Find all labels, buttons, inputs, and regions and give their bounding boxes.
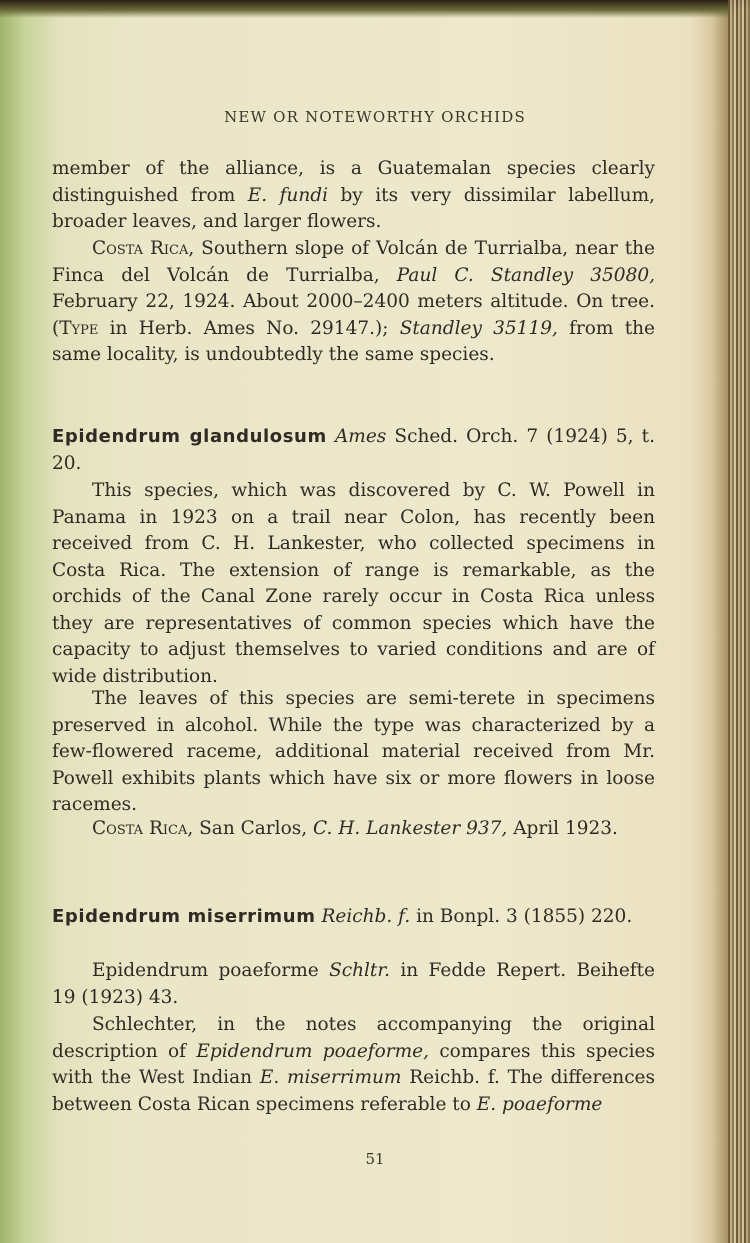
p2-locality: Costa Rica <box>92 238 189 259</box>
species-citation-2: in Bonpl. 3 (1855) 220. <box>410 906 633 927</box>
paragraph-6 <box>52 958 655 1011</box>
p7-t3: Reichb. f. The differences between Costa Rican specimens referable to <box>52 1067 656 1115</box>
heading-miserrimum <box>52 904 655 931</box>
p1-text2: by its very dissimilar labellum, broader leaves, and larger flowers. <box>52 184 655 232</box>
page-number: 51 <box>365 1150 385 1168</box>
p2-collector: Paul C. Standley 35080, <box>396 264 655 286</box>
p2-collector2: Standley 35119, <box>399 317 558 339</box>
p7-t2: compares this species with the West Indian <box>52 1040 655 1088</box>
paragraph-1 <box>52 156 655 236</box>
p5-collector: C. H. Lankester 937, <box>312 818 508 839</box>
p2-t2: February 22, 1924. About 2000–2400 meters altitude. On tree. ( <box>52 291 655 339</box>
paragraph-5 <box>52 816 655 843</box>
species-author-1: Ames <box>334 426 387 447</box>
p6-t2: in Fedde Repert. Beihefte 19 (1923) 43. <box>52 960 656 1008</box>
p6-author: Schltr. <box>329 960 391 981</box>
p2-t4: from the same locality, is undoubtedly the same species. <box>52 317 656 365</box>
p2-t1: , Southern slope of Volcán de Turrialba, near the Finca del Volcán de Turrialba, <box>52 238 655 286</box>
p3-text: This species, which was discovered by C. W. Powell in Panama in 1923 on a trail near Colon, has recently been received from C. H. Lankester, who collected specimens in Costa Rica. The extension of range is remarkable, as the orchids of the Canal Zone rarely occur in Costa Rica unless they are representatives of common species which have the capacity to adjust themselves to varied conditions and are of wide distribution. <box>52 480 655 687</box>
species-author-2: Reichb. f. <box>321 906 411 927</box>
species-name-1: Epidendrum glandulosum <box>52 426 327 447</box>
p4-text: The leaves of this species are semi-terete in specimens preserved in alcohol. While the type was characterized by a few-flowered raceme, additional material received from Mr. Powell exhibits plants which have six or more flowers in loose racemes. <box>52 688 655 815</box>
species-name-2: Epidendrum miserrimum <box>52 906 316 927</box>
paragraph-2 <box>52 236 655 369</box>
p7-i2: E. miserrimum <box>259 1067 402 1088</box>
p5-t1: , San Carlos, <box>187 818 313 839</box>
p7-i3: E. poaeforme <box>476 1093 603 1115</box>
paragraph-4 <box>52 686 655 819</box>
paragraph-7 <box>52 1012 655 1118</box>
p5-locality: Costa Rica <box>92 818 188 839</box>
page-edges <box>728 0 750 1243</box>
paragraph-3 <box>52 478 655 690</box>
running-header: NEW OR NOTEWORTHY ORCHIDS <box>224 108 526 126</box>
p1-text: member of the alliance, is a Guatemalan species clearly distinguished from <box>52 158 655 206</box>
p1-italic: E. fundi <box>247 184 328 206</box>
heading-glandulosum <box>52 424 655 477</box>
p2-type: Type <box>59 317 99 339</box>
p6-t1: Epidendrum poaeforme <box>92 960 330 981</box>
p7-i1: Epidendrum poaeforme, <box>196 1040 429 1062</box>
top-edge <box>0 0 750 18</box>
p2-t3: in Herb. Ames No. 29147.); <box>98 317 400 339</box>
species-citation-1: Sched. Orch. 7 (1924) 5, t. 20. <box>52 426 655 474</box>
p5-t2: April 1923. <box>507 818 618 839</box>
p7-t1: Schlechter, in the notes accompanying the original description of <box>52 1014 655 1062</box>
